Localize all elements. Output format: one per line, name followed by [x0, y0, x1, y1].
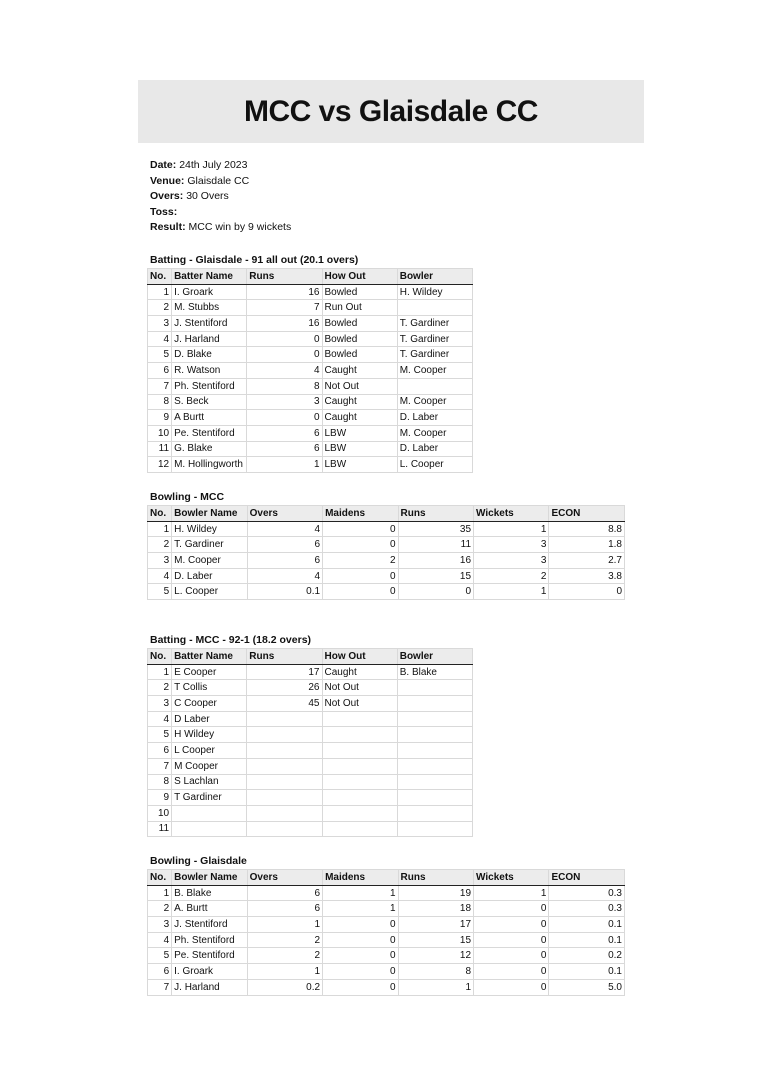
bowling1-table [147, 505, 625, 600]
table-cell: 0.3 [549, 901, 625, 917]
table-cell: 17 [247, 664, 322, 680]
table-row [148, 664, 473, 680]
table-cell: 2.7 [549, 553, 625, 569]
table-cell: 10 [148, 805, 172, 821]
table-cell: D. Laber [397, 410, 472, 426]
table-row [148, 932, 625, 948]
table-cell: LBW [322, 425, 397, 441]
table-cell: 8 [148, 774, 172, 790]
table-cell: 8 [247, 378, 322, 394]
table-cell [172, 821, 247, 837]
table-cell: 12 [398, 948, 473, 964]
table-cell: M. Stubbs [172, 300, 247, 316]
table-row [148, 901, 625, 917]
table-cell: T. Gardiner [172, 537, 247, 553]
table-cell [397, 680, 472, 696]
table-cell: 8 [148, 394, 172, 410]
bowling2-title: Bowling - Glaisdale [150, 855, 247, 867]
table-cell: 4 [247, 521, 322, 537]
column-header: Overs [247, 870, 322, 886]
table-cell: 11 [398, 537, 473, 553]
table-cell: 3 [148, 696, 172, 712]
table-cell: 6 [247, 885, 322, 901]
table-row [148, 347, 473, 363]
table-cell: 1 [148, 885, 172, 901]
table-cell: 6 [148, 743, 172, 759]
table-cell [247, 758, 322, 774]
table-cell: Caught [322, 410, 397, 426]
table-row [148, 441, 473, 457]
table-cell: 7 [148, 979, 172, 995]
column-header: Maidens [323, 506, 398, 522]
table-row [148, 805, 473, 821]
table-cell: 3 [474, 553, 549, 569]
table-row [148, 964, 625, 980]
venue-line [150, 174, 291, 190]
table-cell: 2 [247, 932, 322, 948]
column-header: Bowler [397, 649, 472, 665]
table-row [148, 316, 473, 332]
table-cell [397, 378, 472, 394]
table-cell [397, 774, 472, 790]
column-header: Maidens [323, 870, 398, 886]
table-cell: Bowled [322, 284, 397, 300]
batting2-title: Batting - MCC - 92-1 (18.2 overs) [150, 634, 312, 646]
table-cell: 11 [148, 821, 172, 837]
table-cell: T Gardiner [172, 790, 247, 806]
overs-label: Overs: [150, 190, 184, 203]
column-header: Bowler Name [172, 870, 247, 886]
page-title: MCC vs Glaisdale CC [244, 94, 538, 128]
table-cell: Ph. Stentiford [172, 378, 247, 394]
table-cell: 0 [247, 347, 322, 363]
table-cell: 3 [148, 917, 172, 933]
date-label: Date: [150, 159, 177, 171]
table-cell: D. Laber [172, 568, 247, 584]
table-cell: 5 [148, 948, 172, 964]
table-cell: 2 [474, 568, 549, 584]
table-row [148, 948, 625, 964]
table-cell: 0 [398, 584, 473, 600]
table-row [148, 885, 625, 901]
table-cell: H. Wildey [397, 284, 472, 300]
table-row [148, 743, 473, 759]
table-cell: 26 [247, 680, 322, 696]
table-cell: 1 [398, 979, 473, 995]
table-cell: H Wildey [172, 727, 247, 743]
table-row [148, 410, 473, 426]
table-cell [397, 805, 472, 821]
table-cell: 15 [398, 932, 473, 948]
table-row [148, 300, 473, 316]
table-cell: M. Cooper [397, 363, 472, 379]
table-cell: 45 [247, 696, 322, 712]
column-header: ECON [549, 506, 625, 522]
table-cell: 0 [323, 964, 398, 980]
date-value: 24th July 2023 [179, 159, 248, 171]
table-row [148, 774, 473, 790]
table-cell: 7 [148, 758, 172, 774]
table-cell [322, 805, 397, 821]
table-cell: 6 [247, 537, 322, 553]
table-cell: 5.0 [549, 979, 625, 995]
table-cell [172, 805, 247, 821]
table-row [148, 331, 473, 347]
table-row [148, 979, 625, 995]
table-cell: 7 [148, 378, 172, 394]
table-cell: 3 [148, 316, 172, 332]
table-cell: 6 [148, 964, 172, 980]
column-header: Batter Name [172, 269, 247, 285]
table-cell: 0 [247, 331, 322, 347]
table-cell [247, 743, 322, 759]
column-header: Overs [247, 506, 322, 522]
table-cell: 5 [148, 584, 172, 600]
table-cell: Bowled [322, 331, 397, 347]
toss-label: Toss: [150, 205, 178, 218]
table-cell: 2 [247, 948, 322, 964]
table-cell: T. Gardiner [397, 316, 472, 332]
table-cell: H. Wildey [172, 521, 247, 537]
table-header-row [148, 506, 625, 522]
table-cell: M. Cooper [397, 394, 472, 410]
table-cell: 0 [474, 932, 549, 948]
table-cell [322, 711, 397, 727]
table-cell: Caught [322, 363, 397, 379]
table-cell [247, 727, 322, 743]
table-cell: M. Cooper [172, 553, 247, 569]
table-cell: Caught [322, 664, 397, 680]
table-row [148, 363, 473, 379]
overs-line [150, 189, 291, 205]
table-cell: 4 [247, 568, 322, 584]
table-cell: 2 [148, 680, 172, 696]
table-cell [322, 727, 397, 743]
table-row [148, 521, 625, 537]
table-cell: 35 [398, 521, 473, 537]
table-cell: 0 [323, 948, 398, 964]
table-cell: E Cooper [172, 664, 247, 680]
table-cell: Not Out [322, 696, 397, 712]
table-cell: J. Harland [172, 979, 247, 995]
table-cell: T Collis [172, 680, 247, 696]
table-row [148, 378, 473, 394]
column-header: Wickets [474, 870, 549, 886]
table-cell: 1 [474, 521, 549, 537]
table-row [148, 696, 473, 712]
table-cell: Run Out [322, 300, 397, 316]
table-row [148, 727, 473, 743]
table-cell: 1 [148, 664, 172, 680]
table-cell: D. Blake [172, 347, 247, 363]
table-row [148, 790, 473, 806]
result-value: MCC win by 9 wickets [188, 221, 292, 234]
result-label: Result: [150, 221, 186, 234]
table-cell: B. Blake [397, 664, 472, 680]
table-cell: LBW [322, 441, 397, 457]
table-cell: I. Groark [172, 284, 247, 300]
table-cell: 2 [148, 537, 172, 553]
table-cell: 0.1 [549, 917, 625, 933]
table-cell: 0 [323, 979, 398, 995]
table-cell: L Cooper [172, 743, 247, 759]
table-cell [397, 821, 472, 837]
table-cell: G. Blake [172, 441, 247, 457]
table-header-row [148, 870, 625, 886]
table-cell [322, 821, 397, 837]
table-cell: 8 [398, 964, 473, 980]
table-cell [247, 774, 322, 790]
table-cell: 9 [148, 410, 172, 426]
table-cell: Not Out [322, 378, 397, 394]
table-cell [397, 743, 472, 759]
table-cell: 1 [148, 521, 172, 537]
table-cell [397, 711, 472, 727]
table-cell [397, 300, 472, 316]
table-row [148, 425, 473, 441]
table-cell [247, 805, 322, 821]
table-header-row [148, 649, 473, 665]
table-cell: 1 [148, 284, 172, 300]
table-cell: D. Laber [397, 441, 472, 457]
table-cell [247, 711, 322, 727]
toss-line [150, 205, 291, 221]
table-cell: 0 [323, 932, 398, 948]
table-cell: 18 [398, 901, 473, 917]
batting2-table [147, 648, 473, 837]
table-cell: 0.1 [549, 964, 625, 980]
table-cell: S Lachlan [172, 774, 247, 790]
table-cell: T. Gardiner [397, 331, 472, 347]
table-cell [397, 727, 472, 743]
table-row [148, 284, 473, 300]
table-cell: 3 [148, 553, 172, 569]
table-row [148, 758, 473, 774]
batting1-title: Batting - Glaisdale - 91 all out (20.1 overs) [150, 254, 359, 266]
table-row [148, 584, 625, 600]
table-cell: 15 [398, 568, 473, 584]
column-header: Wickets [474, 506, 549, 522]
table-cell [322, 758, 397, 774]
table-cell: 0 [474, 964, 549, 980]
table-cell: 0.1 [549, 932, 625, 948]
table-cell: 12 [148, 457, 172, 473]
table-cell: 16 [247, 316, 322, 332]
column-header: Runs [398, 506, 473, 522]
table-cell: 10 [148, 425, 172, 441]
table-cell: 0 [323, 521, 398, 537]
table-cell: J. Stentiford [172, 316, 247, 332]
table-cell: 0 [247, 410, 322, 426]
title-banner [138, 80, 644, 143]
bowling2-table [147, 869, 625, 996]
table-cell: A Burtt [172, 410, 247, 426]
table-cell: 8.8 [549, 521, 625, 537]
table-cell [322, 790, 397, 806]
table-cell [247, 821, 322, 837]
table-cell: 6 [247, 901, 322, 917]
table-cell: 5 [148, 347, 172, 363]
table-cell: 0.2 [549, 948, 625, 964]
table-cell: 0 [474, 917, 549, 933]
table-cell: LBW [322, 457, 397, 473]
table-cell: 0.3 [549, 885, 625, 901]
table-cell: Ph. Stentiford [172, 932, 247, 948]
table-cell: 6 [247, 441, 322, 457]
venue-value: Glaisdale CC [187, 174, 250, 187]
column-header: No. [148, 649, 172, 665]
table-cell: 19 [398, 885, 473, 901]
table-cell: 4 [148, 932, 172, 948]
column-header: How Out [322, 649, 397, 665]
table-cell: B. Blake [172, 885, 247, 901]
table-cell: 1 [247, 457, 322, 473]
table-row [148, 711, 473, 727]
table-cell: 0 [549, 584, 625, 600]
table-cell: 0.2 [247, 979, 322, 995]
table-cell: 0 [474, 979, 549, 995]
table-cell: M Cooper [172, 758, 247, 774]
table-cell: 2 [148, 300, 172, 316]
column-header: ECON [549, 870, 625, 886]
table-cell: 5 [148, 727, 172, 743]
table-cell: 3.8 [549, 568, 625, 584]
venue-label: Venue: [150, 174, 185, 187]
column-header: Batter Name [172, 649, 247, 665]
column-header: Runs [247, 269, 322, 285]
table-cell: Not Out [322, 680, 397, 696]
table-cell [397, 790, 472, 806]
table-row [148, 568, 625, 584]
table-cell: D Laber [172, 711, 247, 727]
table-cell: J. Stentiford [172, 917, 247, 933]
table-cell: 6 [247, 553, 322, 569]
table-cell: 1 [247, 964, 322, 980]
table-cell: 9 [148, 790, 172, 806]
table-cell: 0.1 [247, 584, 322, 600]
batting1-table [147, 268, 473, 473]
column-header: No. [148, 870, 172, 886]
column-header: How Out [322, 269, 397, 285]
table-row [148, 680, 473, 696]
bowling1-title: Bowling - MCC [150, 491, 225, 503]
table-cell: 1 [247, 917, 322, 933]
table-cell: Pe. Stentiford [172, 425, 247, 441]
table-cell: 4 [247, 363, 322, 379]
table-cell: R. Watson [172, 363, 247, 379]
table-cell: 1 [323, 901, 398, 917]
table-cell: 0 [323, 917, 398, 933]
table-cell: 6 [247, 425, 322, 441]
table-cell: 11 [148, 441, 172, 457]
table-cell: M. Cooper [397, 425, 472, 441]
table-cell: S. Beck [172, 394, 247, 410]
table-cell: 0 [323, 537, 398, 553]
table-cell: L. Cooper [397, 457, 472, 473]
table-cell: 4 [148, 331, 172, 347]
table-cell [397, 696, 472, 712]
table-cell: 0 [323, 568, 398, 584]
table-cell: 1 [474, 885, 549, 901]
column-header: Bowler Name [172, 506, 247, 522]
table-cell [247, 790, 322, 806]
table-row [148, 917, 625, 933]
table-cell: 1 [474, 584, 549, 600]
table-cell: Caught [322, 394, 397, 410]
date-line [150, 158, 291, 174]
column-header: Runs [398, 870, 473, 886]
table-cell: J. Harland [172, 331, 247, 347]
overs-value: 30 Overs [186, 190, 229, 203]
table-cell: 3 [247, 394, 322, 410]
column-header: Runs [247, 649, 322, 665]
table-cell: 2 [323, 553, 398, 569]
table-cell: 4 [148, 568, 172, 584]
table-cell [322, 743, 397, 759]
match-details [150, 158, 291, 236]
column-header: No. [148, 506, 172, 522]
table-cell: T. Gardiner [397, 347, 472, 363]
table-cell: Pe. Stentiford [172, 948, 247, 964]
table-cell: 17 [398, 917, 473, 933]
table-cell: 6 [148, 363, 172, 379]
table-row [148, 537, 625, 553]
table-cell: 4 [148, 711, 172, 727]
table-cell: 0 [323, 584, 398, 600]
result-line [150, 220, 291, 236]
table-cell: I. Groark [172, 964, 247, 980]
table-cell: 2 [148, 901, 172, 917]
table-cell [322, 774, 397, 790]
table-header-row [148, 269, 473, 285]
table-cell: 16 [398, 553, 473, 569]
table-cell: 0 [474, 948, 549, 964]
table-cell: 7 [247, 300, 322, 316]
table-row [148, 394, 473, 410]
table-cell: Bowled [322, 316, 397, 332]
table-cell: M. Hollingworth [172, 457, 247, 473]
table-cell: C Cooper [172, 696, 247, 712]
table-cell: 0 [474, 901, 549, 917]
table-row [148, 553, 625, 569]
table-row [148, 821, 473, 837]
table-cell: 1 [323, 885, 398, 901]
column-header: No. [148, 269, 172, 285]
table-cell [397, 758, 472, 774]
table-cell: 3 [474, 537, 549, 553]
table-cell: 16 [247, 284, 322, 300]
table-cell: A. Burtt [172, 901, 247, 917]
column-header: Bowler [397, 269, 472, 285]
table-cell: 1.8 [549, 537, 625, 553]
table-row [148, 457, 473, 473]
table-cell: Bowled [322, 347, 397, 363]
table-cell: L. Cooper [172, 584, 247, 600]
